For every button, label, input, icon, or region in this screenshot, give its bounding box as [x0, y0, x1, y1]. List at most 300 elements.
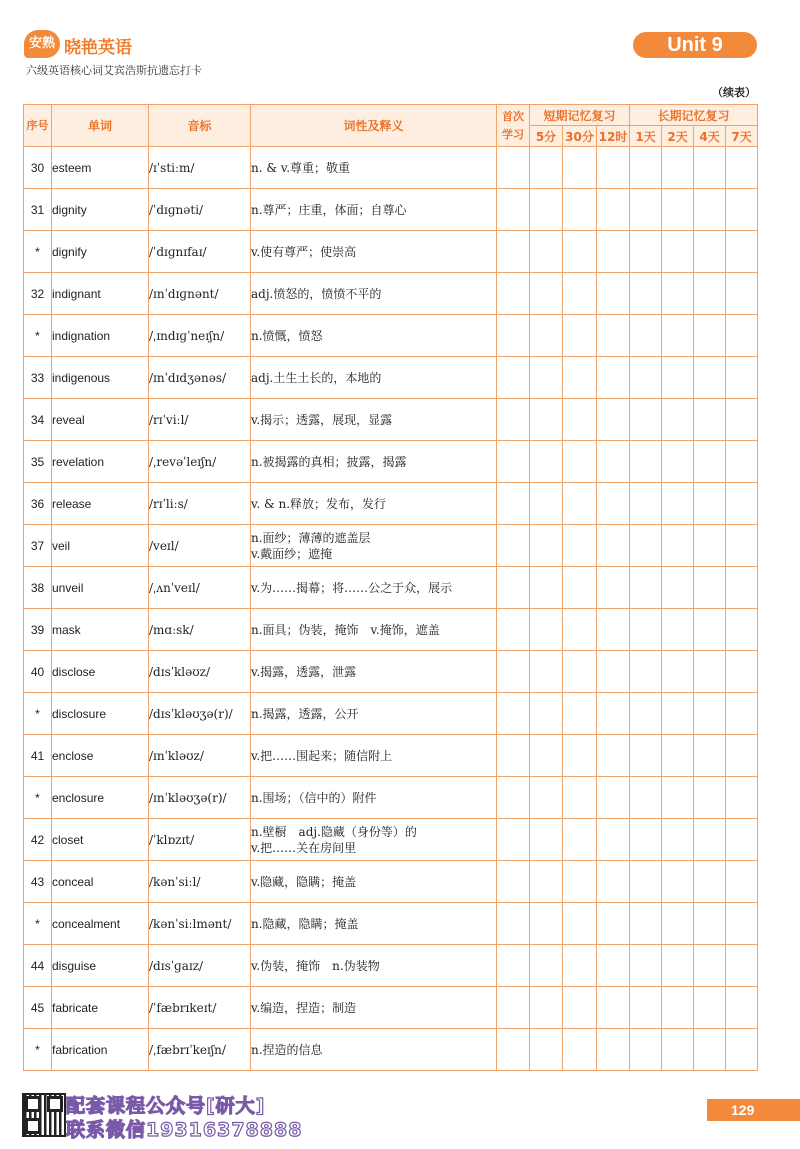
review-checkbox-cell[interactable] — [497, 525, 530, 567]
definition-cell — [251, 903, 497, 945]
review-checkbox-cell[interactable] — [563, 819, 597, 861]
review-checkbox-cell[interactable] — [597, 315, 630, 357]
review-checkbox-cell[interactable] — [662, 945, 694, 987]
review-checkbox-cell[interactable] — [662, 987, 694, 1029]
review-checkbox-cell[interactable] — [726, 903, 758, 945]
review-checkbox-cell[interactable] — [563, 651, 597, 693]
review-checkbox-cell[interactable] — [597, 693, 630, 735]
review-checkbox-cell[interactable] — [497, 735, 530, 777]
review-checkbox-cell[interactable] — [694, 987, 726, 1029]
definition-line: n.尊严；庄重，体面；自尊心 — [251, 202, 407, 217]
review-checkbox-cell[interactable] — [530, 861, 563, 903]
review-checkbox-cell[interactable] — [694, 651, 726, 693]
review-checkbox-cell[interactable] — [563, 483, 597, 525]
table-row — [24, 945, 758, 987]
review-checkbox-cell[interactable] — [497, 567, 530, 609]
definition-cell — [251, 735, 497, 777]
review-checkbox-cell[interactable] — [694, 693, 726, 735]
review-checkbox-cell[interactable] — [563, 1029, 597, 1071]
review-checkbox-cell[interactable] — [497, 1029, 530, 1071]
header-long-term: 长期记忆复习 — [630, 105, 758, 126]
definition-cell — [251, 777, 497, 819]
review-checkbox-cell[interactable] — [694, 1029, 726, 1071]
definition-line: n.壁橱 adj.隐藏（身份等）的 — [251, 824, 417, 839]
phonetic-cell: /ˈfæbrɪkeɪt/ — [149, 987, 251, 1029]
review-checkbox-cell[interactable] — [597, 483, 630, 525]
word-cell: disclose — [52, 651, 149, 693]
promo-line-2: 联系微信19316378888 — [66, 1119, 303, 1141]
review-checkbox-cell[interactable] — [662, 357, 694, 399]
review-checkbox-cell[interactable] — [630, 231, 662, 273]
review-checkbox-cell[interactable] — [726, 525, 758, 567]
review-checkbox-cell[interactable] — [662, 273, 694, 315]
phonetic-cell: /rɪˈliːs/ — [149, 483, 251, 525]
review-checkbox-cell[interactable] — [530, 399, 563, 441]
definition-line: adj.愤怒的，愤愤不平的 — [251, 286, 382, 301]
definition-line: v.揭露，透露，泄露 — [251, 664, 357, 679]
qr-corner — [25, 1118, 41, 1134]
review-checkbox-cell[interactable] — [497, 399, 530, 441]
review-checkbox-cell[interactable] — [530, 903, 563, 945]
review-checkbox-cell[interactable] — [597, 147, 630, 189]
review-checkbox-cell[interactable] — [530, 567, 563, 609]
header-30min: 30分 — [563, 126, 597, 147]
word-cell: concealment — [52, 903, 149, 945]
review-checkbox-cell[interactable] — [630, 189, 662, 231]
review-checkbox-cell[interactable] — [530, 189, 563, 231]
word-cell: fabrication — [52, 1029, 149, 1071]
review-checkbox-cell[interactable] — [563, 693, 597, 735]
review-checkbox-cell[interactable] — [497, 273, 530, 315]
review-checkbox-cell[interactable] — [726, 273, 758, 315]
definition-cell — [251, 819, 497, 861]
review-checkbox-cell[interactable] — [662, 567, 694, 609]
review-checkbox-cell[interactable] — [694, 189, 726, 231]
review-checkbox-cell[interactable] — [563, 441, 597, 483]
review-checkbox-cell[interactable] — [630, 777, 662, 819]
table-row — [24, 777, 758, 819]
definition-line: n.捏造的信息 — [251, 1042, 323, 1057]
review-checkbox-cell[interactable] — [726, 819, 758, 861]
review-checkbox-cell[interactable] — [497, 441, 530, 483]
definition-line: v.揭示；透露，展现，显露 — [251, 412, 393, 427]
header-first-study-label: 首次学习 — [502, 109, 524, 141]
review-checkbox-cell[interactable] — [563, 861, 597, 903]
review-checkbox-cell[interactable] — [563, 231, 597, 273]
word-cell: indignation — [52, 315, 149, 357]
phonetic-cell: /ɪnˈkləʊʒə(r)/ — [149, 777, 251, 819]
row-number: * — [24, 1029, 52, 1071]
review-checkbox-cell[interactable] — [694, 147, 726, 189]
row-number: * — [24, 231, 52, 273]
review-checkbox-cell[interactable] — [662, 525, 694, 567]
review-checkbox-cell[interactable] — [662, 1029, 694, 1071]
definition-cell — [251, 693, 497, 735]
review-checkbox-cell[interactable] — [597, 987, 630, 1029]
review-checkbox-cell[interactable] — [530, 819, 563, 861]
row-number: 39 — [24, 609, 52, 651]
review-checkbox-cell[interactable] — [530, 1029, 563, 1071]
row-number: 43 — [24, 861, 52, 903]
review-checkbox-cell[interactable] — [497, 693, 530, 735]
table-row — [24, 651, 758, 693]
review-checkbox-cell[interactable] — [726, 147, 758, 189]
review-checkbox-cell[interactable] — [630, 903, 662, 945]
review-checkbox-cell[interactable] — [597, 651, 630, 693]
phonetic-cell: /dɪsˈɡaɪz/ — [149, 945, 251, 987]
phonetic-cell: /kənˈsiːlmənt/ — [149, 903, 251, 945]
definition-cell — [251, 231, 497, 273]
review-checkbox-cell[interactable] — [597, 609, 630, 651]
table-row — [24, 231, 758, 273]
phonetic-cell: /ˌfæbrɪˈkeɪʃn/ — [149, 1029, 251, 1071]
review-checkbox-cell[interactable] — [563, 525, 597, 567]
review-checkbox-cell[interactable] — [530, 651, 563, 693]
review-checkbox-cell[interactable] — [530, 273, 563, 315]
review-checkbox-cell[interactable] — [497, 861, 530, 903]
phonetic-cell: /kənˈsiːl/ — [149, 861, 251, 903]
row-number: 35 — [24, 441, 52, 483]
definition-line: v. & n.释放；发布，发行 — [251, 496, 387, 511]
review-checkbox-cell[interactable] — [630, 147, 662, 189]
review-checkbox-cell[interactable] — [694, 567, 726, 609]
review-checkbox-cell[interactable] — [497, 609, 530, 651]
row-number: 40 — [24, 651, 52, 693]
header-num — [24, 105, 52, 147]
review-checkbox-cell[interactable] — [662, 903, 694, 945]
word-cell: disclosure — [52, 693, 149, 735]
review-checkbox-cell[interactable] — [726, 987, 758, 1029]
table-row — [24, 567, 758, 609]
review-checkbox-cell[interactable] — [530, 777, 563, 819]
header-phonetic: 音标 — [149, 105, 251, 147]
review-checkbox-cell[interactable] — [630, 651, 662, 693]
review-checkbox-cell[interactable] — [597, 399, 630, 441]
review-checkbox-cell[interactable] — [726, 357, 758, 399]
review-checkbox-cell[interactable] — [563, 987, 597, 1029]
definition-line: n.被揭露的真相；披露，揭露 — [251, 454, 407, 469]
review-checkbox-cell[interactable] — [726, 231, 758, 273]
review-checkbox-cell[interactable] — [497, 987, 530, 1029]
review-checkbox-cell[interactable] — [726, 315, 758, 357]
header-12hr: 12时 — [597, 126, 630, 147]
review-checkbox-cell[interactable] — [497, 189, 530, 231]
definition-line: n.隐藏，隐瞒；掩盖 — [251, 916, 359, 931]
review-checkbox-cell[interactable] — [530, 609, 563, 651]
review-checkbox-cell[interactable] — [530, 735, 563, 777]
review-checkbox-cell[interactable] — [694, 399, 726, 441]
definition-cell — [251, 525, 497, 567]
review-checkbox-cell[interactable] — [630, 483, 662, 525]
review-checkbox-cell[interactable] — [597, 945, 630, 987]
review-checkbox-cell[interactable] — [530, 483, 563, 525]
review-checkbox-cell[interactable] — [662, 777, 694, 819]
review-checkbox-cell[interactable] — [497, 483, 530, 525]
row-number: 44 — [24, 945, 52, 987]
table-row — [24, 441, 758, 483]
header-definition: 词性及释义 — [251, 105, 497, 147]
review-checkbox-cell[interactable] — [662, 861, 694, 903]
review-checkbox-cell[interactable] — [530, 357, 563, 399]
review-checkbox-cell[interactable] — [694, 735, 726, 777]
review-checkbox-cell[interactable] — [530, 987, 563, 1029]
review-checkbox-cell[interactable] — [630, 399, 662, 441]
qr-corner — [25, 1096, 41, 1112]
phonetic-cell: /ɪnˈdɪɡnənt/ — [149, 273, 251, 315]
row-number: 33 — [24, 357, 52, 399]
review-checkbox-cell[interactable] — [563, 735, 597, 777]
review-checkbox-cell[interactable] — [530, 693, 563, 735]
review-checkbox-cell[interactable] — [530, 147, 563, 189]
table-row — [24, 819, 758, 861]
word-cell: conceal — [52, 861, 149, 903]
review-checkbox-cell[interactable] — [597, 819, 630, 861]
review-checkbox-cell[interactable] — [726, 861, 758, 903]
review-checkbox-cell[interactable] — [530, 315, 563, 357]
review-checkbox-cell[interactable] — [563, 945, 597, 987]
row-number: * — [24, 693, 52, 735]
review-checkbox-cell[interactable] — [630, 861, 662, 903]
definition-cell — [251, 945, 497, 987]
review-checkbox-cell[interactable] — [497, 819, 530, 861]
phonetic-cell: /veɪl/ — [149, 525, 251, 567]
review-checkbox-cell[interactable] — [530, 945, 563, 987]
table-row — [24, 189, 758, 231]
review-checkbox-cell[interactable] — [497, 357, 530, 399]
review-checkbox-cell[interactable] — [726, 651, 758, 693]
review-checkbox-cell[interactable] — [497, 903, 530, 945]
phonetic-cell: /dɪsˈkləʊz/ — [149, 651, 251, 693]
review-checkbox-cell[interactable] — [662, 147, 694, 189]
definition-line: n.面纱；薄薄的遮盖层 — [251, 530, 371, 545]
review-checkbox-cell[interactable] — [662, 693, 694, 735]
review-checkbox-cell[interactable] — [597, 525, 630, 567]
review-checkbox-cell[interactable] — [597, 777, 630, 819]
review-checkbox-cell[interactable] — [597, 273, 630, 315]
table-row — [24, 861, 758, 903]
definition-line: v.把……围起来；随信附上 — [251, 748, 393, 763]
review-checkbox-cell[interactable] — [662, 819, 694, 861]
table-row — [24, 273, 758, 315]
review-checkbox-cell[interactable] — [530, 441, 563, 483]
review-checkbox-cell[interactable] — [630, 987, 662, 1029]
review-checkbox-cell[interactable] — [563, 357, 597, 399]
header-7day: 7天 — [726, 126, 758, 147]
review-checkbox-cell[interactable] — [597, 735, 630, 777]
word-cell: fabricate — [52, 987, 149, 1029]
review-checkbox-cell[interactable] — [726, 399, 758, 441]
review-checkbox-cell[interactable] — [726, 483, 758, 525]
definition-line: v.戴面纱；遮掩 — [251, 546, 333, 561]
review-checkbox-cell[interactable] — [694, 861, 726, 903]
word-cell: reveal — [52, 399, 149, 441]
word-cell: release — [52, 483, 149, 525]
definition-line: v.把……关在房间里 — [251, 840, 357, 855]
word-cell: veil — [52, 525, 149, 567]
review-checkbox-cell[interactable] — [497, 651, 530, 693]
row-number: * — [24, 903, 52, 945]
review-checkbox-cell[interactable] — [497, 777, 530, 819]
review-checkbox-cell[interactable] — [726, 693, 758, 735]
review-checkbox-cell[interactable] — [726, 945, 758, 987]
row-number: 30 — [24, 147, 52, 189]
phonetic-cell: /ɪnˈkləʊz/ — [149, 735, 251, 777]
phonetic-cell: /rɪˈviːl/ — [149, 399, 251, 441]
review-checkbox-cell[interactable] — [694, 273, 726, 315]
table-row — [24, 315, 758, 357]
word-cell: dignify — [52, 231, 149, 273]
review-checkbox-cell[interactable] — [694, 357, 726, 399]
review-checkbox-cell[interactable] — [726, 777, 758, 819]
review-checkbox-cell[interactable] — [630, 525, 662, 567]
review-checkbox-cell[interactable] — [662, 735, 694, 777]
review-checkbox-cell[interactable] — [597, 441, 630, 483]
review-checkbox-cell[interactable] — [497, 945, 530, 987]
review-checkbox-cell[interactable] — [662, 609, 694, 651]
review-checkbox-cell[interactable] — [694, 483, 726, 525]
definition-cell — [251, 315, 497, 357]
review-checkbox-cell[interactable] — [662, 189, 694, 231]
review-checkbox-cell[interactable] — [630, 735, 662, 777]
header-word: 单词 — [52, 105, 149, 147]
review-checkbox-cell[interactable] — [597, 903, 630, 945]
review-checkbox-cell[interactable] — [694, 609, 726, 651]
phonetic-cell: /ˌɪndɪɡˈneɪʃn/ — [149, 315, 251, 357]
review-checkbox-cell[interactable] — [563, 903, 597, 945]
promo-line-1: 配套课程公众号[研大] — [66, 1095, 266, 1117]
review-checkbox-cell[interactable] — [662, 399, 694, 441]
review-checkbox-cell[interactable] — [694, 525, 726, 567]
header-5min: 5分 — [530, 126, 563, 147]
review-checkbox-cell[interactable] — [597, 567, 630, 609]
definition-cell — [251, 861, 497, 903]
review-checkbox-cell[interactable] — [662, 483, 694, 525]
review-checkbox-cell[interactable] — [630, 273, 662, 315]
word-cell: dignity — [52, 189, 149, 231]
table-row — [24, 399, 758, 441]
review-checkbox-cell[interactable] — [726, 441, 758, 483]
phonetic-cell: /ɪnˈdɪdʒənəs/ — [149, 357, 251, 399]
word-cell: closet — [52, 819, 149, 861]
row-number: * — [24, 315, 52, 357]
review-checkbox-cell[interactable] — [662, 651, 694, 693]
review-checkbox-cell[interactable] — [694, 315, 726, 357]
definition-line: n. & v.尊重；敬重 — [251, 160, 351, 175]
review-checkbox-cell[interactable] — [694, 903, 726, 945]
review-checkbox-cell[interactable] — [497, 147, 530, 189]
review-checkbox-cell[interactable] — [662, 315, 694, 357]
review-checkbox-cell[interactable] — [597, 357, 630, 399]
review-checkbox-cell[interactable] — [563, 315, 597, 357]
row-number: 34 — [24, 399, 52, 441]
review-checkbox-cell[interactable] — [694, 777, 726, 819]
header-short-term: 短期记忆复习 — [530, 105, 630, 126]
table-row — [24, 735, 758, 777]
review-checkbox-cell[interactable] — [694, 231, 726, 273]
review-checkbox-cell[interactable] — [662, 231, 694, 273]
table-row — [24, 609, 758, 651]
definition-cell — [251, 399, 497, 441]
phonetic-cell: /ˈklɒzɪt/ — [149, 819, 251, 861]
review-checkbox-cell[interactable] — [563, 609, 597, 651]
phonetic-cell: /mɑːsk/ — [149, 609, 251, 651]
definition-line: n.揭露，透露，公开 — [251, 706, 359, 721]
phonetic-cell: /dɪsˈkləʊʒə(r)/ — [149, 693, 251, 735]
review-checkbox-cell[interactable] — [563, 273, 597, 315]
review-checkbox-cell[interactable] — [694, 819, 726, 861]
review-checkbox-cell[interactable] — [662, 441, 694, 483]
definition-cell — [251, 483, 497, 525]
row-number: * — [24, 777, 52, 819]
review-checkbox-cell[interactable] — [630, 609, 662, 651]
review-checkbox-cell[interactable] — [530, 231, 563, 273]
phonetic-cell: /ˌʌnˈveɪl/ — [149, 567, 251, 609]
definition-line: v.为……揭幕；将……公之于众，展示 — [251, 580, 453, 595]
review-checkbox-cell[interactable] — [630, 315, 662, 357]
table-row — [24, 357, 758, 399]
review-checkbox-cell[interactable] — [563, 147, 597, 189]
review-checkbox-cell[interactable] — [726, 567, 758, 609]
review-checkbox-cell[interactable] — [597, 189, 630, 231]
review-checkbox-cell[interactable] — [597, 1029, 630, 1071]
review-checkbox-cell[interactable] — [497, 315, 530, 357]
review-checkbox-cell[interactable] — [630, 693, 662, 735]
review-checkbox-cell[interactable] — [630, 567, 662, 609]
table-row — [24, 1029, 758, 1071]
phonetic-cell: /ˈdɪɡnɪfaɪ/ — [149, 231, 251, 273]
review-checkbox-cell[interactable] — [726, 189, 758, 231]
review-checkbox-cell[interactable] — [694, 945, 726, 987]
vocab-table — [23, 104, 758, 1071]
review-checkbox-cell[interactable] — [694, 441, 726, 483]
definition-line: v.编造，捏造；制造 — [251, 1000, 357, 1015]
brand-logo: 安熟 — [24, 30, 60, 58]
review-checkbox-cell[interactable] — [563, 189, 597, 231]
definition-cell — [251, 567, 497, 609]
review-checkbox-cell[interactable] — [726, 1029, 758, 1071]
table-row — [24, 483, 758, 525]
review-checkbox-cell[interactable] — [726, 609, 758, 651]
review-checkbox-cell[interactable] — [630, 945, 662, 987]
header-first-study — [497, 105, 530, 147]
review-checkbox-cell[interactable] — [630, 357, 662, 399]
review-checkbox-cell[interactable] — [563, 777, 597, 819]
review-checkbox-cell[interactable] — [726, 735, 758, 777]
definition-cell — [251, 651, 497, 693]
definition-line: v.使有尊严；使崇高 — [251, 244, 357, 259]
header-1day: 1天 — [630, 126, 662, 147]
review-checkbox-cell[interactable] — [497, 231, 530, 273]
review-checkbox-cell[interactable] — [630, 819, 662, 861]
definition-cell — [251, 987, 497, 1029]
phonetic-cell: /ˌrevəˈleɪʃn/ — [149, 441, 251, 483]
definition-cell — [251, 609, 497, 651]
review-checkbox-cell[interactable] — [597, 861, 630, 903]
qr-code-icon[interactable] — [22, 1093, 66, 1137]
review-checkbox-cell[interactable] — [630, 441, 662, 483]
review-checkbox-cell[interactable] — [597, 231, 630, 273]
review-checkbox-cell[interactable] — [630, 1029, 662, 1071]
review-checkbox-cell[interactable] — [563, 399, 597, 441]
row-number: 42 — [24, 819, 52, 861]
definition-cell — [251, 357, 497, 399]
word-cell: enclose — [52, 735, 149, 777]
review-checkbox-cell[interactable] — [530, 525, 563, 567]
review-checkbox-cell[interactable] — [563, 567, 597, 609]
header-4day: 4天 — [694, 126, 726, 147]
word-cell: indigenous — [52, 357, 149, 399]
row-number: 38 — [24, 567, 52, 609]
